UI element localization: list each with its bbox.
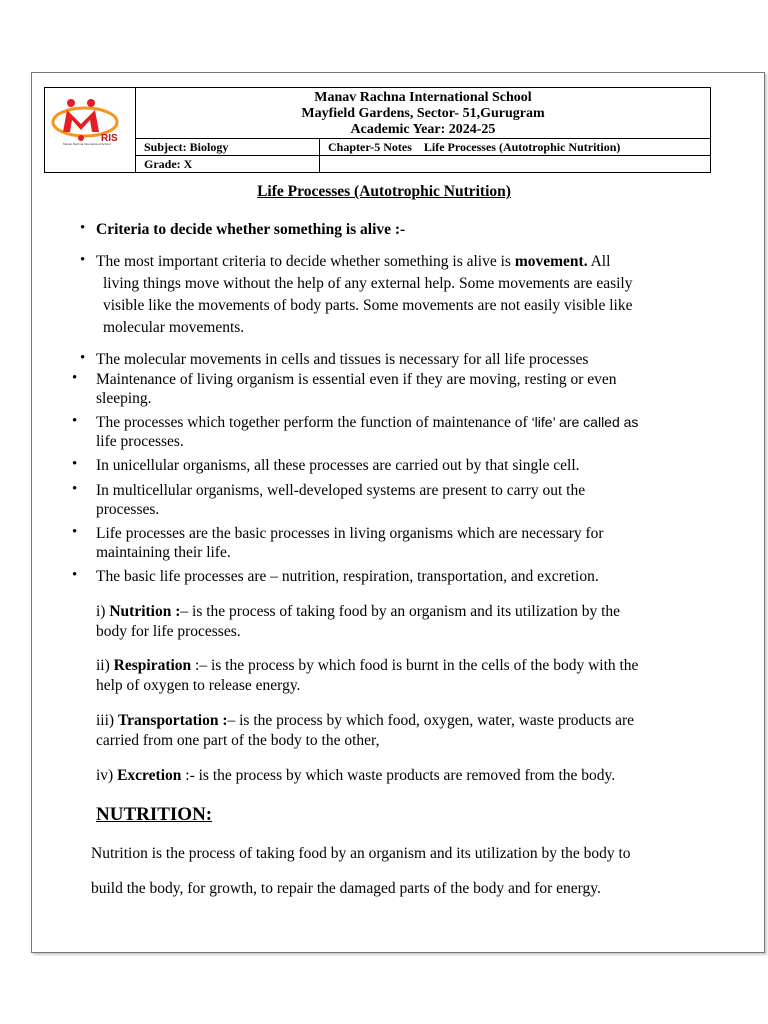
nutrition-heading: NUTRITION: [96,804,213,825]
school-address: Mayfield Gardens, Sector- 51,Gurugram [301,106,545,121]
academic-year: Academic Year: 2024-25 [350,122,496,137]
header-table [44,87,711,173]
bullet-icon: • [80,220,86,236]
unicellular-text: In unicellular organisms, all these processes are carried out by that single cell. [96,457,580,474]
bullet-icon: • [72,413,78,429]
grade-cell: Grade: X [136,156,320,173]
basic-processes-list: The basic life processes are – nutrition, respiration, transportation, and excretion. [96,568,599,585]
maintenance-line-1: Maintenance of living organism is essential even if they are moving, resting or even [96,371,617,388]
school-logo [49,94,131,146]
criteria-heading: Criteria to decide whether something is alive :- [96,221,406,238]
movement-line-4: molecular movements. [103,319,245,336]
bullet-icon: • [72,524,78,540]
bullet-icon: • [72,481,78,497]
respiration-item-line-2: help of oxygen to release energy. [96,677,301,694]
bullet-icon: • [72,567,78,583]
chapter-cell [320,139,711,156]
bullet-icon: • [80,350,86,366]
nutrition-definition-line-2: build the body, for growth, to repair the damaged parts of the body and for energy. [91,880,601,897]
school-name: Manav Rachna International School [314,90,532,105]
transportation-item-line-2: carried from one part of the body to the other, [96,732,380,749]
processes-line-1: The processes which together perform the function of maintenance of ‘life’ are called as [96,414,639,431]
basic-line-1: Life processes are the basic processes in living organisms which are necessary for [96,525,604,542]
movement-line-2: living things move without the help of any external help. Some movements are easily [103,275,633,292]
movement-line-3: visible like the movements of body parts. Some movements are not easily visible like [103,297,633,314]
svg-text:RIS: RIS [101,133,118,144]
transportation-item-line-1: iii) Transportation :– is the process by which food, oxygen, water, waste products are [96,712,635,729]
excretion-item: iv) Excretion :- is the process by which waste products are removed from the body. [96,767,616,784]
subject-cell: Subject: Biology [136,139,320,156]
chapter-title: Life Processes (Autotrophic Nutrition) [423,139,621,154]
document-title: Life Processes (Autotrophic Nutrition) [257,183,511,200]
molecular-text: The molecular movements in cells and tissues is necessary for all life processes [96,351,589,368]
svg-text:Manav Rachna International Sch: Manav Rachna International School [63,142,111,146]
multicellular-line-1: In multicellular organisms, well-developed systems are present to carry out the [96,482,586,499]
bullet-icon: • [72,456,78,472]
school-info [136,88,711,139]
nutrition-item-line-1: i) Nutrition :– is the process of taking food by an organism and its utilization by the [96,603,621,620]
chapter-label: Chapter-5 Notes [328,139,412,154]
nutrition-definition-line-1: Nutrition is the process of taking food by an organism and its utilization by the body to [91,845,631,862]
movement-line-1: The most important criteria to decide whether something is alive is movement. All [96,253,611,270]
bullet-icon: • [80,252,86,268]
basic-line-2: maintaining their life. [96,544,231,561]
nutrition-item-line-2: body for life processes. [96,623,241,640]
bullet-icon: • [72,370,78,386]
empty-cell [320,156,711,173]
processes-line-2: life processes. [96,433,184,450]
multicellular-line-2: processes. [96,501,160,518]
maintenance-line-2: sleeping. [96,390,152,407]
respiration-item-line-1: ii) Respiration :– is the process by which food is burnt in the cells of the body with the [96,657,639,674]
logo-cell [45,88,136,173]
